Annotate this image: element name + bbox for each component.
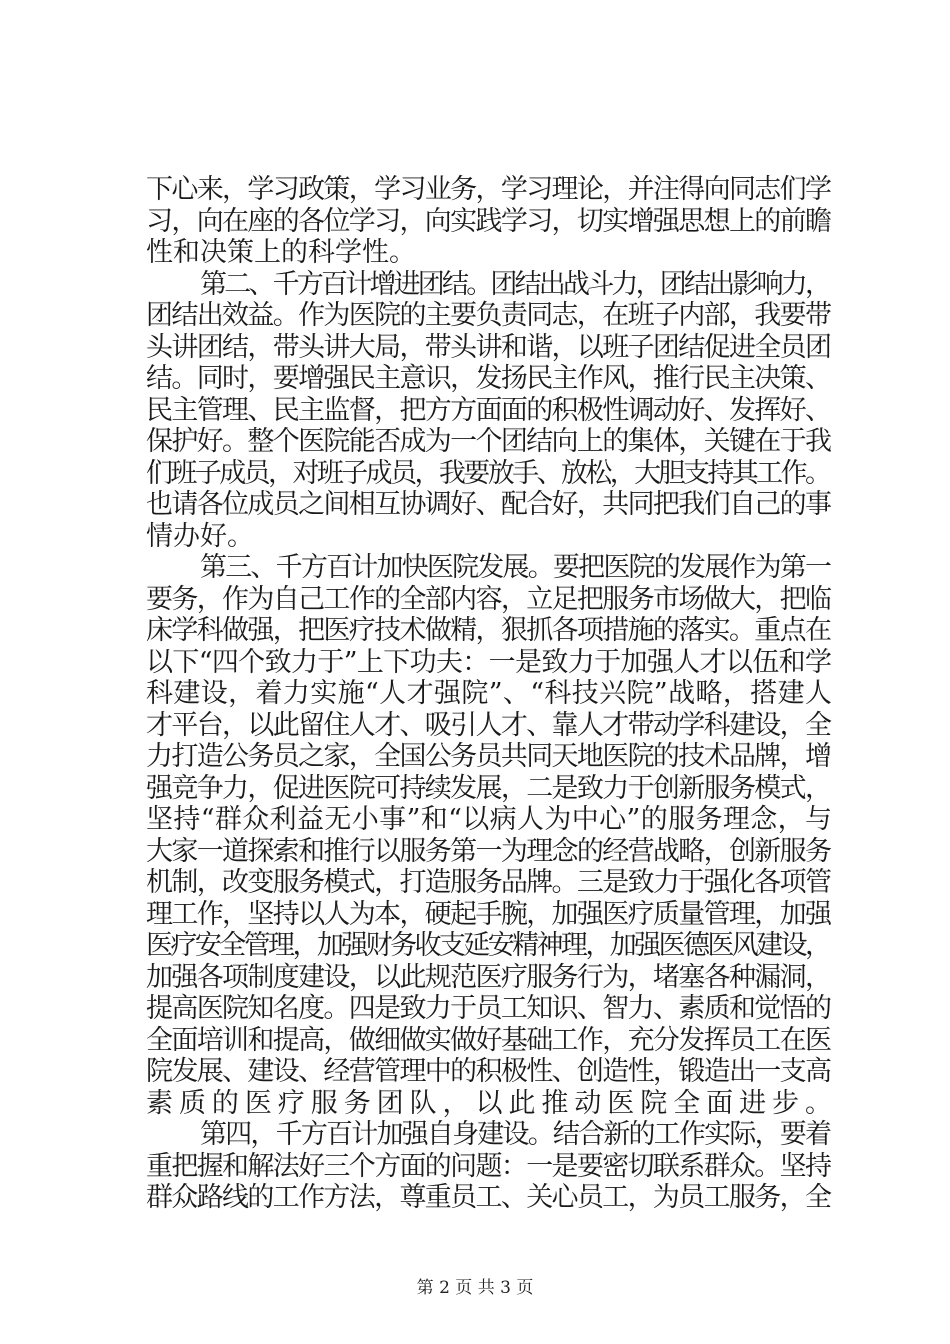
page-footer: 第 2 页 共 3 页 [416, 1278, 534, 1298]
text-line: 院发展、建设、经营管理中的积极性、创造性，锻造出一支高 [146, 1056, 831, 1087]
text-line: 素质的医疗服务团队，以此推动医院全面进步。 [146, 1087, 838, 1119]
text-line: 医疗安全管理，加强财务收支延安精神理，加强医德医风建设， [146, 930, 830, 961]
text-line: 理工作，坚持以人为本，硬起手腕，加强医疗质量管理，加强 [146, 898, 831, 930]
text-line: 下心来，学习政策，学习业务，学习理论，并注得向同志们学 [146, 174, 831, 205]
text-line: 团结出效益。作为医院的主要负责同志，在班子内部，我要带 [146, 300, 831, 331]
text-line: 强竞争力，促进医院可持续发展，二是致力于创新服务模式， [146, 772, 831, 804]
text-line: 第三、千方百计加快医院发展。要把医院的发展作为第一 [200, 552, 831, 583]
text-line: 科建设，着力实施“人才强院”、“科技兴院”战略，搭建人 [146, 678, 833, 709]
text-line: 力打造公务员之家，全国公务员共同天地医院的技术品牌，增 [146, 741, 831, 772]
text-line: 群众路线的工作方法，尊重员工、关心员工，为员工服务，全 [146, 1182, 831, 1213]
text-line: 机制，改变服务模式，打造服务品牌。三是致力于强化各项管 [146, 867, 831, 898]
text-line: 以下“四个致力于”上下功夫：一是致力于加强人才以伍和学 [146, 646, 832, 678]
text-line: 习，向在座的各位学习，向实践学习，切实增强思想上的前瞻 [146, 205, 831, 237]
text-line: 提高医院知名度。四是致力于员工知识、智力、素质和觉悟的 [146, 993, 831, 1024]
text-line: 才平台，以此留住人才、吸引人才、靠人才带动学科建设，全 [146, 709, 831, 741]
text-line: 全面培训和提高，做细做实做好基础工作，充分发挥员工在医 [146, 1024, 831, 1056]
text-line: 情办好。 [146, 520, 254, 552]
text-line: 加强各项制度建设，以此规范医疗服务行为，堵塞各种漏洞， [146, 961, 831, 993]
text-line: 坚持“群众利益无小事”和“以病人为中心”的服务理念，与 [146, 804, 833, 835]
text-line: 性和决策上的科学性。 [146, 237, 416, 268]
text-line: 们班子成员，对班子成员，我要放手、放松，大胆支持其工作。 [146, 457, 830, 489]
text-line: 结。同时，要增强民主意识，发扬民主作风，推行民主决策、 [146, 363, 831, 394]
text-line: 大家一道探索和推行以服务第一为理念的经营战略，创新服务 [146, 835, 831, 867]
text-line: 第二、千方百计增进团结。团结出战斗力，团结出影响力， [200, 268, 830, 300]
text-line: 民主管理、民主监督，把方方面面的积极性调动好、发挥好、 [146, 394, 831, 426]
text-line: 要务，作为自己工作的全部内容，立足把服务市场做大，把临 [146, 583, 831, 615]
text-line: 第四，千方百计加强自身建设。结合新的工作实际，要着 [200, 1119, 831, 1150]
document-body [146, 174, 838, 1214]
text-line: 也请各位成员之间相互协调好、配合好，共同把我们自己的事 [146, 489, 831, 520]
text-line: 床学科做强，把医疗技术做精，狠抓各项措施的落实。重点在 [146, 615, 831, 646]
text-line: 保护好。整个医院能否成为一个团结向上的集体，关键在于我 [146, 426, 831, 457]
text-line: 头讲团结，带头讲大局，带头讲和谐，以班子团结促进全员团 [146, 331, 831, 363]
text-line: 重把握和解法好三个方面的问题：一是要密切联系群众。坚持 [146, 1150, 831, 1182]
